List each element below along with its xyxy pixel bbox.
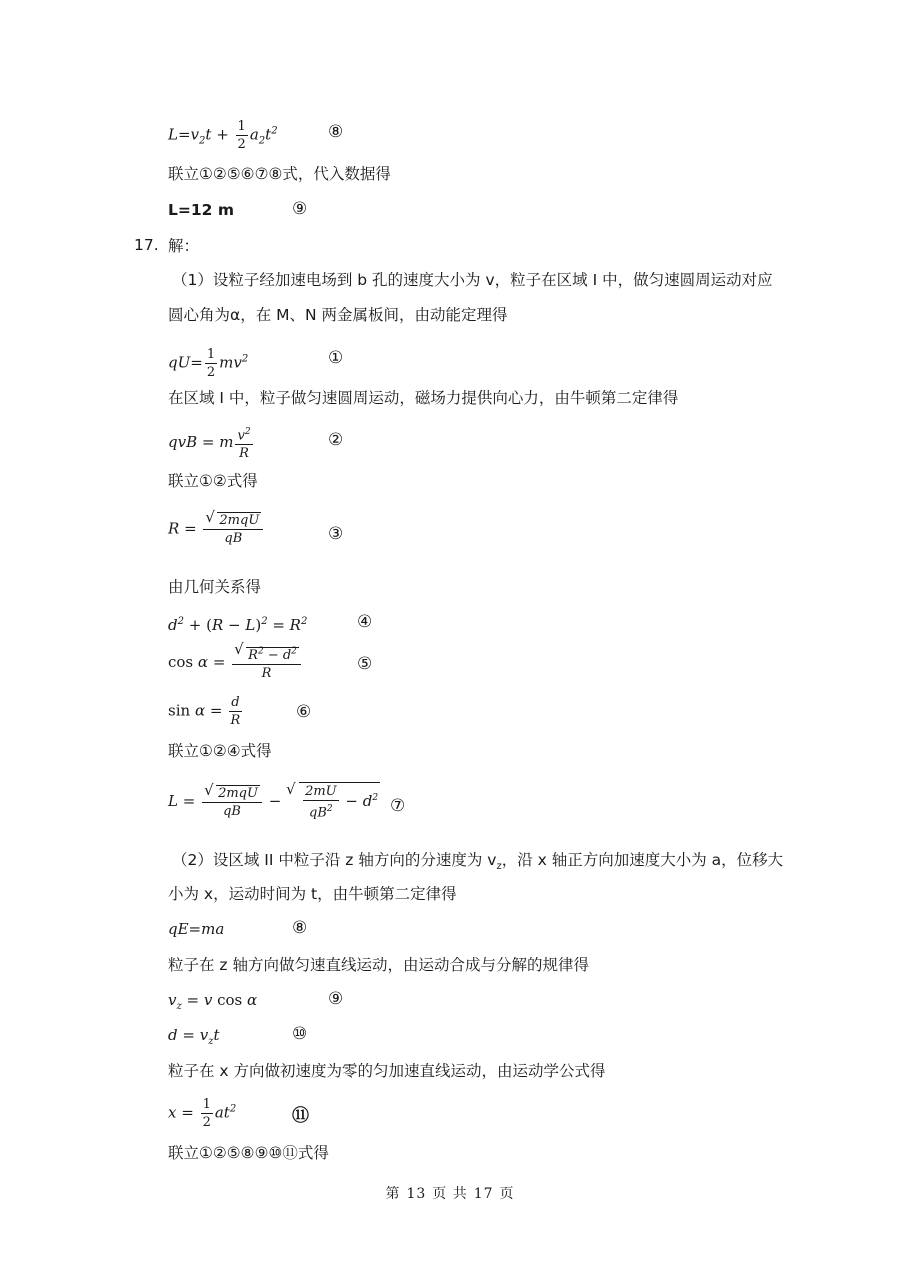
equation-number-3: ③	[328, 524, 344, 544]
text-region1: 在区域 I 中，粒子做匀速圆周运动，磁场力提供向心力，由牛顿第二定律得	[168, 389, 679, 407]
footer-suffix: 页	[499, 1186, 515, 1202]
equation-number-4: ④	[357, 612, 373, 632]
problem-number: 17.	[134, 236, 159, 254]
result-L: L=12 m	[168, 201, 234, 219]
equation-number-1: ①	[328, 348, 344, 368]
text-z-motion: 粒子在 z 轴方向做匀速直线运动，由运动合成与分解的规律得	[168, 956, 589, 974]
equation-number-8b: ⑧	[292, 918, 308, 938]
equation-energy: qU= $\frac{1}{2}$ $mv^2$	[168, 347, 249, 380]
footer-prefix: 第	[385, 1186, 401, 1202]
equation-newton: qE=ma	[168, 920, 225, 938]
text-x-motion: 粒子在 x 方向做初速度为零的匀加速直线运动，由运动学公式得	[168, 1062, 606, 1080]
footer-total-pages: 17	[473, 1186, 494, 1202]
text-combine-1: 联立①②⑤⑥⑦⑧式，代入数据得	[168, 165, 391, 183]
equation-radius: R = √ $\frac{\text{2mqU}}{qB}$	[168, 512, 265, 547]
part2-paragraph-line2: 小为 x，运动时间为 t，由牛顿第二定律得	[168, 885, 457, 903]
equation-number-6: ⑥	[296, 702, 312, 722]
equation-d: $d = v_zt$	[168, 1026, 220, 1047]
equation-number-10: ⑩	[292, 1024, 308, 1044]
part2-text-b: ，沿 x 轴正方向加速度大小为 a，位移大	[501, 851, 784, 869]
text-combine-12: 联立①②式得	[168, 472, 258, 490]
equation-L-result: L = √ $\frac{\text{2mqU}}{qB}$ − √ $\frac{2mU}{qB^2}$ − $d^2$	[168, 782, 380, 821]
part2-text-a: （2）设区域 II 中粒子沿 z 轴方向的分速度为 v	[172, 851, 497, 869]
equation-number-11: ⑪	[292, 1106, 309, 1126]
equation-number-8: ⑧	[328, 122, 344, 142]
equation-number-9b: ⑨	[328, 989, 344, 1009]
footer-page-number: 13	[406, 1186, 427, 1202]
part1-paragraph-line2: 圆心角为α，在 M、N 两金属板间，由动能定理得	[168, 306, 508, 324]
equation-x: x = $\frac{1}{2}$ $at^2$	[168, 1097, 237, 1130]
text-geometry: 由几何关系得	[168, 578, 262, 596]
equation-number-2: ②	[328, 430, 344, 450]
equation-vz: $v_z = v$ cos α	[168, 991, 258, 1012]
equation-number-5: ⑤	[357, 654, 373, 674]
page-footer	[0, 1183, 900, 1203]
equation-number-7: ⑦	[390, 796, 406, 816]
part1-paragraph-line1: （1）设粒子经加速电场到 b 孔的速度大小为 v，粒子在区域 I 中，做匀速圆周运动对应	[172, 271, 773, 289]
text-combine-124: 联立①②④式得	[168, 742, 272, 760]
part2-paragraph-line1: （2）设区域 II 中粒子沿 z 轴方向的分速度为 $v_z$，沿 x 轴正方向加速度大小为 a，位移大	[172, 851, 784, 873]
equation-centripetal: qvB = m $\frac{v^2}{R}$	[168, 424, 255, 462]
text-combine-final: 联立①②⑤⑧⑨⑩⑪式得	[168, 1144, 329, 1162]
equation-geometry: $d^2 + (R - L)^2 = R^2$	[168, 616, 308, 634]
equation-cos-alpha: cos α = √ $\frac{R^2 - d^2}{R}$	[168, 644, 303, 682]
equation-number-9: ⑨	[292, 199, 308, 219]
footer-mid: 页 共	[432, 1186, 468, 1202]
equation-sin-alpha: sin α = $\frac{d}{R}$	[168, 695, 241, 728]
solution-heading: 解：	[168, 237, 200, 255]
equation-L-kinematic: $L=v_2t$ + $\frac{1}{2}$ $a_2t^2$	[168, 119, 278, 152]
